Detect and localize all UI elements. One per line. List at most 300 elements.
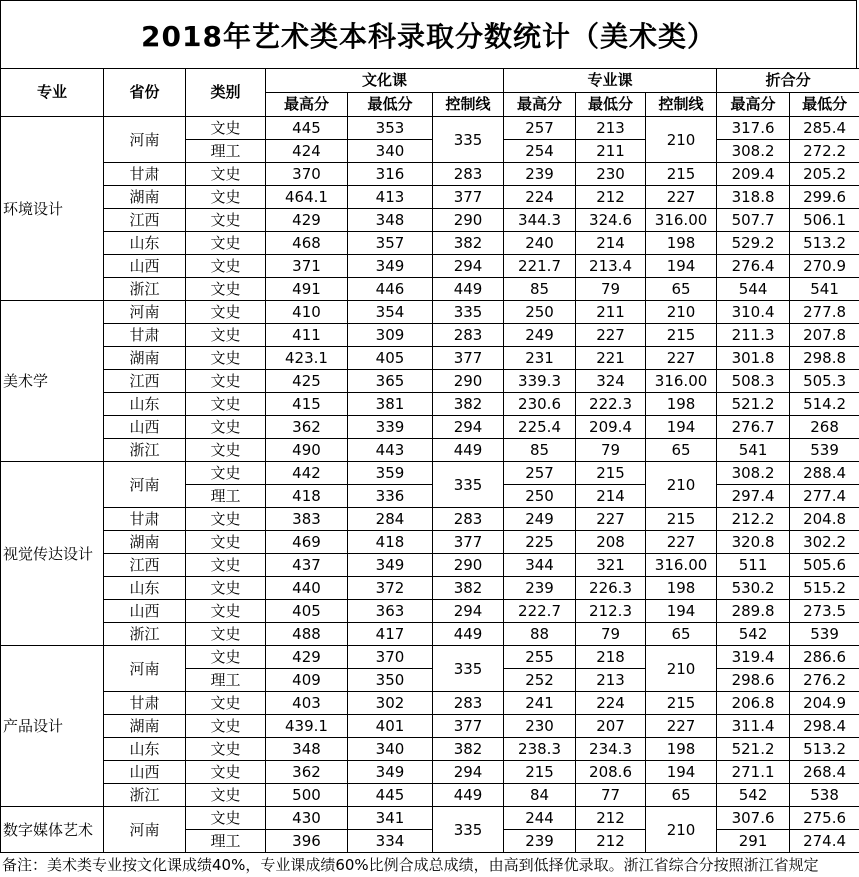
culture-min-cell: 340 bbox=[348, 140, 433, 163]
province-cell: 河南 bbox=[104, 462, 186, 508]
category-cell: 文史 bbox=[186, 393, 266, 416]
profession-min-cell: 211 bbox=[576, 301, 646, 324]
table-row bbox=[1, 761, 859, 784]
culture-control-cell: 382 bbox=[433, 738, 504, 761]
profession-max-cell: 257 bbox=[504, 117, 576, 140]
province-cell: 河南 bbox=[104, 807, 186, 853]
combined-max-cell: 307.6 bbox=[717, 807, 790, 830]
footnote: 备注：美术类专业按文化课成绩40%，专业课成绩60%比例合成总成绩，由高到低择优录取。浙江省综合分按照浙江省规定 bbox=[0, 852, 859, 877]
combined-max-cell: 544 bbox=[717, 278, 790, 301]
category-cell: 文史 bbox=[186, 439, 266, 462]
profession-max-cell: 344 bbox=[504, 554, 576, 577]
province-cell: 浙江 bbox=[104, 439, 186, 462]
category-cell: 理工 bbox=[186, 485, 266, 508]
culture-control-cell: 335 bbox=[433, 117, 504, 163]
major-cell: 产品设计 bbox=[1, 646, 104, 807]
table-row bbox=[1, 807, 859, 830]
combined-min-cell: 505.3 bbox=[790, 370, 859, 393]
table-row bbox=[1, 623, 859, 646]
profession-min-cell: 230 bbox=[576, 163, 646, 186]
profession-control-cell: 194 bbox=[646, 761, 717, 784]
table-row bbox=[1, 209, 859, 232]
profession-min-cell: 208.6 bbox=[576, 761, 646, 784]
culture-min-cell: 365 bbox=[348, 370, 433, 393]
combined-max-cell: 530.2 bbox=[717, 577, 790, 600]
province-cell: 江西 bbox=[104, 554, 186, 577]
culture-min-cell: 348 bbox=[348, 209, 433, 232]
profession-control-cell: 210 bbox=[646, 807, 717, 853]
table-row bbox=[1, 393, 859, 416]
combined-max-cell: 542 bbox=[717, 623, 790, 646]
profession-min-cell: 213 bbox=[576, 669, 646, 692]
combined-min-cell: 205.2 bbox=[790, 163, 859, 186]
culture-max-cell: 439.1 bbox=[266, 715, 348, 738]
culture-min-cell: 417 bbox=[348, 623, 433, 646]
culture-max-cell: 430 bbox=[266, 807, 348, 830]
profession-max-cell: 244 bbox=[504, 807, 576, 830]
culture-min-cell: 357 bbox=[348, 232, 433, 255]
culture-control-cell: 377 bbox=[433, 186, 504, 209]
profession-min-cell: 212 bbox=[576, 807, 646, 830]
culture-min-cell: 349 bbox=[348, 761, 433, 784]
province-cell: 湖南 bbox=[104, 347, 186, 370]
combined-max-cell: 206.8 bbox=[717, 692, 790, 715]
culture-max-cell: 425 bbox=[266, 370, 348, 393]
table-row bbox=[1, 554, 859, 577]
profession-min-cell: 212 bbox=[576, 186, 646, 209]
category-cell: 文史 bbox=[186, 301, 266, 324]
header-culture-max: 最高分 bbox=[266, 93, 348, 117]
combined-min-cell: 302.2 bbox=[790, 531, 859, 554]
header-combined-group: 折合分 bbox=[717, 69, 859, 93]
province-cell: 江西 bbox=[104, 209, 186, 232]
page-title: 2018年艺术类本科录取分数统计（美术类） bbox=[0, 0, 857, 68]
table-row bbox=[1, 600, 859, 623]
category-cell: 文史 bbox=[186, 462, 266, 485]
combined-max-cell: 508.3 bbox=[717, 370, 790, 393]
category-cell: 文史 bbox=[186, 370, 266, 393]
combined-max-cell: 212.2 bbox=[717, 508, 790, 531]
table-body bbox=[1, 117, 859, 853]
combined-min-cell: 207.8 bbox=[790, 324, 859, 347]
combined-max-cell: 301.8 bbox=[717, 347, 790, 370]
culture-max-cell: 396 bbox=[266, 830, 348, 853]
culture-min-cell: 341 bbox=[348, 807, 433, 830]
profession-control-cell: 215 bbox=[646, 692, 717, 715]
header-culture-min: 最低分 bbox=[348, 93, 433, 117]
culture-control-cell: 449 bbox=[433, 623, 504, 646]
table-row bbox=[1, 462, 859, 485]
combined-min-cell: 286.6 bbox=[790, 646, 859, 669]
profession-control-cell: 316.00 bbox=[646, 554, 717, 577]
category-cell: 文史 bbox=[186, 232, 266, 255]
category-cell: 文史 bbox=[186, 600, 266, 623]
profession-min-cell: 226.3 bbox=[576, 577, 646, 600]
province-cell: 河南 bbox=[104, 301, 186, 324]
combined-min-cell: 268.4 bbox=[790, 761, 859, 784]
category-cell: 文史 bbox=[186, 278, 266, 301]
combined-max-cell: 317.6 bbox=[717, 117, 790, 140]
profession-max-cell: 249 bbox=[504, 508, 576, 531]
header-major: 专业 bbox=[1, 69, 104, 117]
combined-max-cell: 319.4 bbox=[717, 646, 790, 669]
province-cell: 山西 bbox=[104, 600, 186, 623]
combined-max-cell: 521.2 bbox=[717, 393, 790, 416]
category-cell: 文史 bbox=[186, 692, 266, 715]
table-row bbox=[1, 163, 859, 186]
culture-min-cell: 446 bbox=[348, 278, 433, 301]
profession-control-cell: 316.00 bbox=[646, 209, 717, 232]
profession-min-cell: 214 bbox=[576, 485, 646, 508]
profession-max-cell: 231 bbox=[504, 347, 576, 370]
profession-max-cell: 257 bbox=[504, 462, 576, 485]
profession-max-cell: 252 bbox=[504, 669, 576, 692]
profession-control-cell: 227 bbox=[646, 531, 717, 554]
header-province: 省份 bbox=[104, 69, 186, 117]
province-cell: 浙江 bbox=[104, 623, 186, 646]
profession-max-cell: 254 bbox=[504, 140, 576, 163]
profession-control-cell: 198 bbox=[646, 738, 717, 761]
culture-max-cell: 415 bbox=[266, 393, 348, 416]
culture-control-cell: 335 bbox=[433, 301, 504, 324]
category-cell: 理工 bbox=[186, 140, 266, 163]
combined-min-cell: 513.2 bbox=[790, 232, 859, 255]
profession-min-cell: 214 bbox=[576, 232, 646, 255]
combined-max-cell: 529.2 bbox=[717, 232, 790, 255]
combined-min-cell: 506.1 bbox=[790, 209, 859, 232]
profession-max-cell: 222.7 bbox=[504, 600, 576, 623]
profession-control-cell: 210 bbox=[646, 646, 717, 692]
province-cell: 湖南 bbox=[104, 715, 186, 738]
table-row bbox=[1, 301, 859, 324]
major-cell: 数字媒体艺术 bbox=[1, 807, 104, 853]
culture-control-cell: 283 bbox=[433, 508, 504, 531]
category-cell: 文史 bbox=[186, 508, 266, 531]
profession-max-cell: 238.3 bbox=[504, 738, 576, 761]
combined-max-cell: 308.2 bbox=[717, 140, 790, 163]
combined-max-cell: 542 bbox=[717, 784, 790, 807]
profession-control-cell: 210 bbox=[646, 117, 717, 163]
combined-max-cell: 276.7 bbox=[717, 416, 790, 439]
category-cell: 文史 bbox=[186, 646, 266, 669]
province-cell: 江西 bbox=[104, 370, 186, 393]
table-row bbox=[1, 117, 859, 140]
culture-control-cell: 283 bbox=[433, 324, 504, 347]
combined-max-cell: 541 bbox=[717, 439, 790, 462]
culture-control-cell: 377 bbox=[433, 531, 504, 554]
profession-max-cell: 239 bbox=[504, 830, 576, 853]
culture-min-cell: 309 bbox=[348, 324, 433, 347]
province-cell: 湖南 bbox=[104, 531, 186, 554]
profession-min-cell: 211 bbox=[576, 140, 646, 163]
profession-min-cell: 224 bbox=[576, 692, 646, 715]
province-cell: 山东 bbox=[104, 393, 186, 416]
category-cell: 文史 bbox=[186, 324, 266, 347]
province-cell: 甘肃 bbox=[104, 163, 186, 186]
combined-max-cell: 211.3 bbox=[717, 324, 790, 347]
profession-max-cell: 239 bbox=[504, 163, 576, 186]
culture-max-cell: 424 bbox=[266, 140, 348, 163]
table-row bbox=[1, 255, 859, 278]
profession-control-cell: 198 bbox=[646, 393, 717, 416]
culture-control-cell: 382 bbox=[433, 393, 504, 416]
major-cell: 美术学 bbox=[1, 301, 104, 462]
culture-min-cell: 418 bbox=[348, 531, 433, 554]
table-row bbox=[1, 531, 859, 554]
combined-max-cell: 271.1 bbox=[717, 761, 790, 784]
culture-min-cell: 359 bbox=[348, 462, 433, 485]
profession-max-cell: 339.3 bbox=[504, 370, 576, 393]
culture-max-cell: 491 bbox=[266, 278, 348, 301]
culture-max-cell: 362 bbox=[266, 761, 348, 784]
profession-min-cell: 221 bbox=[576, 347, 646, 370]
table-row bbox=[1, 324, 859, 347]
profession-min-cell: 321 bbox=[576, 554, 646, 577]
profession-max-cell: 221.7 bbox=[504, 255, 576, 278]
culture-min-cell: 401 bbox=[348, 715, 433, 738]
combined-min-cell: 298.4 bbox=[790, 715, 859, 738]
profession-min-cell: 324 bbox=[576, 370, 646, 393]
category-cell: 理工 bbox=[186, 669, 266, 692]
profession-max-cell: 225.4 bbox=[504, 416, 576, 439]
combined-min-cell: 204.9 bbox=[790, 692, 859, 715]
profession-min-cell: 79 bbox=[576, 439, 646, 462]
combined-max-cell: 291 bbox=[717, 830, 790, 853]
header-profession-max: 最高分 bbox=[504, 93, 576, 117]
culture-control-cell: 335 bbox=[433, 462, 504, 508]
profession-control-cell: 316.00 bbox=[646, 370, 717, 393]
profession-min-cell: 324.6 bbox=[576, 209, 646, 232]
profession-min-cell: 212.3 bbox=[576, 600, 646, 623]
combined-max-cell: 297.4 bbox=[717, 485, 790, 508]
combined-max-cell: 507.7 bbox=[717, 209, 790, 232]
profession-max-cell: 249 bbox=[504, 324, 576, 347]
profession-max-cell: 255 bbox=[504, 646, 576, 669]
category-cell: 文史 bbox=[186, 554, 266, 577]
combined-max-cell: 298.6 bbox=[717, 669, 790, 692]
table-row bbox=[1, 278, 859, 301]
profession-min-cell: 215 bbox=[576, 462, 646, 485]
culture-control-cell: 290 bbox=[433, 370, 504, 393]
profession-max-cell: 224 bbox=[504, 186, 576, 209]
combined-min-cell: 541 bbox=[790, 278, 859, 301]
culture-max-cell: 362 bbox=[266, 416, 348, 439]
culture-max-cell: 464.1 bbox=[266, 186, 348, 209]
profession-min-cell: 79 bbox=[576, 278, 646, 301]
combined-min-cell: 514.2 bbox=[790, 393, 859, 416]
culture-min-cell: 349 bbox=[348, 255, 433, 278]
culture-control-cell: 290 bbox=[433, 209, 504, 232]
profession-control-cell: 227 bbox=[646, 186, 717, 209]
profession-control-cell: 198 bbox=[646, 577, 717, 600]
table-row bbox=[1, 577, 859, 600]
culture-max-cell: 490 bbox=[266, 439, 348, 462]
culture-max-cell: 383 bbox=[266, 508, 348, 531]
profession-max-cell: 85 bbox=[504, 278, 576, 301]
table-row bbox=[1, 347, 859, 370]
header-profession-control: 控制线 bbox=[646, 93, 717, 117]
profession-min-cell: 79 bbox=[576, 623, 646, 646]
province-cell: 湖南 bbox=[104, 186, 186, 209]
category-cell: 文史 bbox=[186, 117, 266, 140]
table-row bbox=[1, 232, 859, 255]
combined-min-cell: 277.8 bbox=[790, 301, 859, 324]
category-cell: 文史 bbox=[186, 255, 266, 278]
culture-min-cell: 445 bbox=[348, 784, 433, 807]
combined-min-cell: 539 bbox=[790, 623, 859, 646]
combined-min-cell: 270.9 bbox=[790, 255, 859, 278]
profession-max-cell: 250 bbox=[504, 301, 576, 324]
culture-control-cell: 294 bbox=[433, 416, 504, 439]
profession-max-cell: 230 bbox=[504, 715, 576, 738]
profession-min-cell: 207 bbox=[576, 715, 646, 738]
profession-control-cell: 210 bbox=[646, 301, 717, 324]
culture-min-cell: 316 bbox=[348, 163, 433, 186]
category-cell: 文史 bbox=[186, 347, 266, 370]
culture-control-cell: 294 bbox=[433, 600, 504, 623]
culture-control-cell: 283 bbox=[433, 692, 504, 715]
culture-min-cell: 443 bbox=[348, 439, 433, 462]
profession-max-cell: 215 bbox=[504, 761, 576, 784]
province-cell: 浙江 bbox=[104, 278, 186, 301]
province-cell: 甘肃 bbox=[104, 692, 186, 715]
province-cell: 河南 bbox=[104, 117, 186, 163]
culture-max-cell: 488 bbox=[266, 623, 348, 646]
combined-min-cell: 274.4 bbox=[790, 830, 859, 853]
profession-min-cell: 213.4 bbox=[576, 255, 646, 278]
culture-control-cell: 335 bbox=[433, 646, 504, 692]
culture-control-cell: 449 bbox=[433, 439, 504, 462]
profession-control-cell: 194 bbox=[646, 416, 717, 439]
province-cell: 山西 bbox=[104, 761, 186, 784]
profession-max-cell: 240 bbox=[504, 232, 576, 255]
culture-min-cell: 370 bbox=[348, 646, 433, 669]
category-cell: 文史 bbox=[186, 761, 266, 784]
combined-min-cell: 288.4 bbox=[790, 462, 859, 485]
combined-max-cell: 311.4 bbox=[717, 715, 790, 738]
culture-control-cell: 290 bbox=[433, 554, 504, 577]
province-cell: 河南 bbox=[104, 646, 186, 692]
profession-control-cell: 215 bbox=[646, 163, 717, 186]
culture-max-cell: 370 bbox=[266, 163, 348, 186]
combined-min-cell: 285.4 bbox=[790, 117, 859, 140]
culture-max-cell: 371 bbox=[266, 255, 348, 278]
category-cell: 文史 bbox=[186, 577, 266, 600]
category-cell: 文史 bbox=[186, 186, 266, 209]
table-row bbox=[1, 508, 859, 531]
culture-max-cell: 411 bbox=[266, 324, 348, 347]
culture-control-cell: 283 bbox=[433, 163, 504, 186]
culture-min-cell: 372 bbox=[348, 577, 433, 600]
province-cell: 山东 bbox=[104, 577, 186, 600]
header-profession-min: 最低分 bbox=[576, 93, 646, 117]
category-cell: 文史 bbox=[186, 807, 266, 830]
table-row bbox=[1, 416, 859, 439]
category-cell: 文史 bbox=[186, 784, 266, 807]
culture-control-cell: 335 bbox=[433, 807, 504, 853]
profession-max-cell: 241 bbox=[504, 692, 576, 715]
combined-min-cell: 538 bbox=[790, 784, 859, 807]
combined-max-cell: 521.2 bbox=[717, 738, 790, 761]
table-row bbox=[1, 439, 859, 462]
major-cell: 环境设计 bbox=[1, 117, 104, 301]
culture-max-cell: 469 bbox=[266, 531, 348, 554]
header-profession-group: 专业课 bbox=[504, 69, 717, 93]
header-combined-min: 最低分 bbox=[790, 93, 859, 117]
combined-min-cell: 275.6 bbox=[790, 807, 859, 830]
culture-max-cell: 429 bbox=[266, 646, 348, 669]
culture-max-cell: 410 bbox=[266, 301, 348, 324]
culture-max-cell: 445 bbox=[266, 117, 348, 140]
culture-min-cell: 405 bbox=[348, 347, 433, 370]
combined-min-cell: 539 bbox=[790, 439, 859, 462]
combined-min-cell: 515.2 bbox=[790, 577, 859, 600]
culture-max-cell: 405 bbox=[266, 600, 348, 623]
culture-min-cell: 339 bbox=[348, 416, 433, 439]
profession-control-cell: 65 bbox=[646, 439, 717, 462]
combined-max-cell: 511 bbox=[717, 554, 790, 577]
profession-control-cell: 227 bbox=[646, 347, 717, 370]
combined-min-cell: 505.6 bbox=[790, 554, 859, 577]
profession-min-cell: 209.4 bbox=[576, 416, 646, 439]
header-culture-control: 控制线 bbox=[433, 93, 504, 117]
culture-max-cell: 403 bbox=[266, 692, 348, 715]
culture-control-cell: 294 bbox=[433, 761, 504, 784]
culture-control-cell: 382 bbox=[433, 577, 504, 600]
category-cell: 文史 bbox=[186, 416, 266, 439]
profession-min-cell: 227 bbox=[576, 324, 646, 347]
profession-min-cell: 213 bbox=[576, 117, 646, 140]
culture-max-cell: 442 bbox=[266, 462, 348, 485]
profession-control-cell: 210 bbox=[646, 462, 717, 508]
culture-min-cell: 354 bbox=[348, 301, 433, 324]
profession-min-cell: 222.3 bbox=[576, 393, 646, 416]
culture-max-cell: 500 bbox=[266, 784, 348, 807]
profession-min-cell: 227 bbox=[576, 508, 646, 531]
table-row bbox=[1, 186, 859, 209]
category-cell: 文史 bbox=[186, 531, 266, 554]
culture-control-cell: 294 bbox=[433, 255, 504, 278]
combined-min-cell: 513.2 bbox=[790, 738, 859, 761]
category-cell: 文史 bbox=[186, 163, 266, 186]
profession-control-cell: 194 bbox=[646, 255, 717, 278]
category-cell: 文史 bbox=[186, 209, 266, 232]
combined-min-cell: 277.4 bbox=[790, 485, 859, 508]
culture-max-cell: 348 bbox=[266, 738, 348, 761]
profession-control-cell: 215 bbox=[646, 324, 717, 347]
profession-min-cell: 218 bbox=[576, 646, 646, 669]
culture-min-cell: 350 bbox=[348, 669, 433, 692]
culture-min-cell: 353 bbox=[348, 117, 433, 140]
category-cell: 理工 bbox=[186, 830, 266, 853]
culture-control-cell: 382 bbox=[433, 232, 504, 255]
header-culture-group: 文化课 bbox=[266, 69, 504, 93]
table-row bbox=[1, 692, 859, 715]
header-row-1 bbox=[1, 69, 859, 93]
combined-min-cell: 204.8 bbox=[790, 508, 859, 531]
culture-min-cell: 363 bbox=[348, 600, 433, 623]
combined-min-cell: 273.5 bbox=[790, 600, 859, 623]
profession-control-cell: 215 bbox=[646, 508, 717, 531]
culture-min-cell: 381 bbox=[348, 393, 433, 416]
profession-max-cell: 344.3 bbox=[504, 209, 576, 232]
table-row bbox=[1, 370, 859, 393]
culture-max-cell: 429 bbox=[266, 209, 348, 232]
culture-control-cell: 449 bbox=[433, 278, 504, 301]
header-combined-max: 最高分 bbox=[717, 93, 790, 117]
category-cell: 文史 bbox=[186, 738, 266, 761]
culture-min-cell: 349 bbox=[348, 554, 433, 577]
